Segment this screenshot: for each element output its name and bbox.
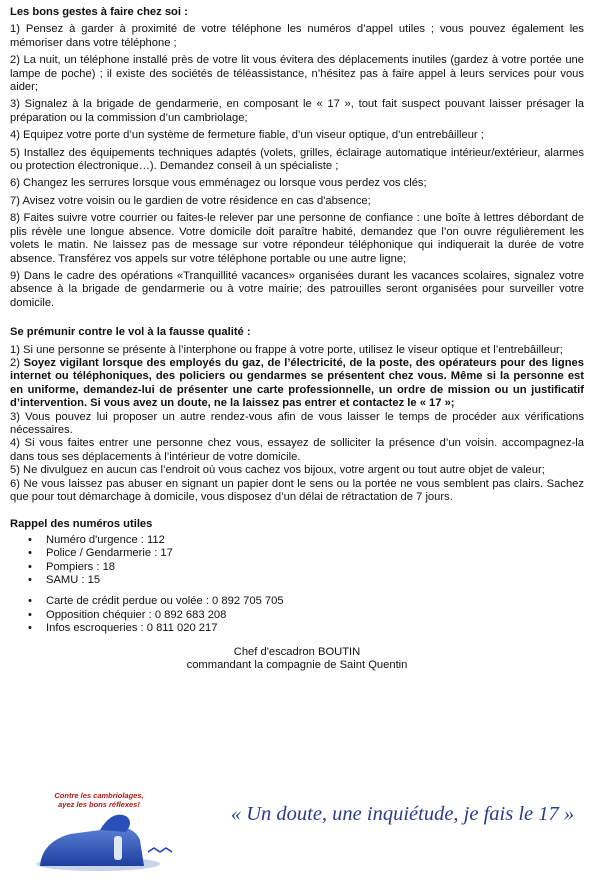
- home-tip-5: 5) Installez des équipements techniques adaptés (volets, grilles, éclairage automatique intérieur/extérieur, alarmes ou protection électronique…). Demandez conseil à un spécialiste ;: [10, 146, 584, 173]
- logo-phone-icon: [114, 836, 122, 860]
- campaign-logo: [30, 782, 190, 874]
- fake-tip-2-bold: Soyez vigilant lorsque des employés du gaz, de l’électricité, de la poste, des opérateurs pour des lignes internet ou téléphoniques, des policiers ou gendarmes se présentent chez vous. Même si la personne est en uniforme, demandez-lui de présenter une carte professionnelle, un ordre de mission ou un justificatif d’intervention. Si vous avez un doute, ne la laissez pas entrer et contactez le « 17 »;: [10, 356, 584, 410]
- section-heading-fake-quality: Se prémunir contre le vol à la fausse qualité :: [10, 326, 251, 339]
- section-heading-home: Les bons gestes à faire chez soi :: [10, 6, 188, 18]
- signature-name: Chef d'escadron BOUTIN: [233, 645, 361, 658]
- home-tip-4: 4) Equipez votre porte d’un système de fermeture fiable, d’un viseur optique, d’un entrebâilleur ;: [10, 129, 484, 142]
- list-item: • Numéro d'urgence : 112: [38, 534, 584, 547]
- fake-tip-6: 6) Ne vous laissez pas abuser en signant un papier dont le sens ou la portée ne vous semblent pas clairs. Sachez que pour tout démarchage à domicile, vous disposez d’un délai de rétractation de 7 jours.: [10, 477, 584, 503]
- logo-caption: [44, 792, 154, 809]
- logo-hand-icon: [40, 828, 144, 866]
- document-body: [10, 6, 584, 672]
- emergency-numbers-list: [10, 534, 584, 588]
- home-tip-9: 9) Dans le cadre des opérations «Tranquillité vacances» organisées durant les vacances scolaires, signalez votre absence à la brigade de gendarmerie ou à votre mairie; des patrouilles seront organisées pour surveiller votre domicile.: [10, 269, 584, 309]
- fake-tip-1: 1) Si une personne se présente à l’interphone ou frappe à votre porte, utilisez le viseur optique et l’entrebâilleur;: [10, 343, 563, 356]
- fake-tip-2-number: 2): [10, 356, 20, 369]
- section-heading-numbers: Rappel des numéros utiles: [10, 518, 153, 531]
- list-item: • SAMU : 15: [38, 574, 584, 587]
- list-item: • Infos escroqueries : 0 811 020 217: [38, 622, 584, 635]
- fake-tip-4: 4) Si vous faites entrer une personne chez vous, essayez de solliciter la présence d’un voisin. accompagnez-la dans tous ses déplacements à l’intérieur de votre domicile.: [10, 437, 584, 463]
- fake-tip-2: [10, 357, 584, 411]
- signature-block: [10, 646, 584, 673]
- list-item: • Opposition chéquier : 0 892 683 208: [38, 609, 584, 622]
- home-tip-7: 7) Avisez votre voisin ou le gardien de votre résidence en cas d'absence;: [10, 194, 371, 207]
- list-item: • Carte de crédit perdue ou volée : 0 892 705 705: [38, 595, 584, 608]
- list-item: • Pompiers : 18: [38, 561, 584, 574]
- signature-title: commandant la compagnie de Saint Quentin: [186, 659, 408, 672]
- slogan: « Un doute, une inquiétude, je fais le 17 »: [230, 803, 575, 825]
- section-fake-quality: [10, 326, 584, 504]
- home-tip-1: 1) Pensez à garder à proximité de votre téléphone les numéros d’appel utiles ; vous pouvez également les mémoriser dans votre téléphone ;: [10, 23, 584, 49]
- section-useful-numbers: [10, 518, 584, 635]
- home-tip-6: 6) Changez les serrures lorsque vous emménagez ou lorsque vous perdez vos clés;: [10, 177, 427, 190]
- home-tip-8: 8) Faites suivre votre courrier ou faites-le relever par une personne de confiance : une boîte à lettres débordant de plis révèle une longue absence. Votre domicile doit paraître habité, demandez que l’on ouvre régulièrement les volets le matin. Ne laissez pas de message sur votre répondeur téléphonique qui indiquerait la durée de votre absence. Transférez vos appels sur votre téléphone portable ou une autre ligne;: [10, 212, 584, 265]
- fake-tip-3: 3) Vous pouvez lui proposer un autre rendez-vous afin de vous laisser le temps de procéder aux vérifications nécessaires.: [10, 410, 584, 436]
- fake-tip-5: 5) Ne divulguez en aucun cas l’endroit où vous cachez vos bijoux, votre argent ou tout autre objet de valeur;: [10, 464, 545, 477]
- list-item: • Police / Gendarmerie : 17: [38, 547, 584, 560]
- logo-line-2: ayez les bons réflexes!: [58, 799, 140, 809]
- logo-thumb-icon: [100, 815, 130, 832]
- home-tip-3: 3) Signalez à la brigade de gendarmerie, en composant le « 17 », tout fait suspect pouvant laisser présager la préparation ou la commission d’un cambriolage;: [10, 98, 584, 124]
- logo-line-1: Contre les cambriolages,: [54, 791, 144, 800]
- other-numbers-list: [10, 595, 584, 635]
- home-tip-2: 2) La nuit, un téléphone installé près de votre lit vous évitera des déplacements inutiles (gardez à votre portée une lampe de poche) ; il existe des sociétés de téléassistance, n’hésitez pas à faire appel à leurs services pour vous aider;: [10, 54, 584, 94]
- logo-wave-icon: [148, 848, 172, 852]
